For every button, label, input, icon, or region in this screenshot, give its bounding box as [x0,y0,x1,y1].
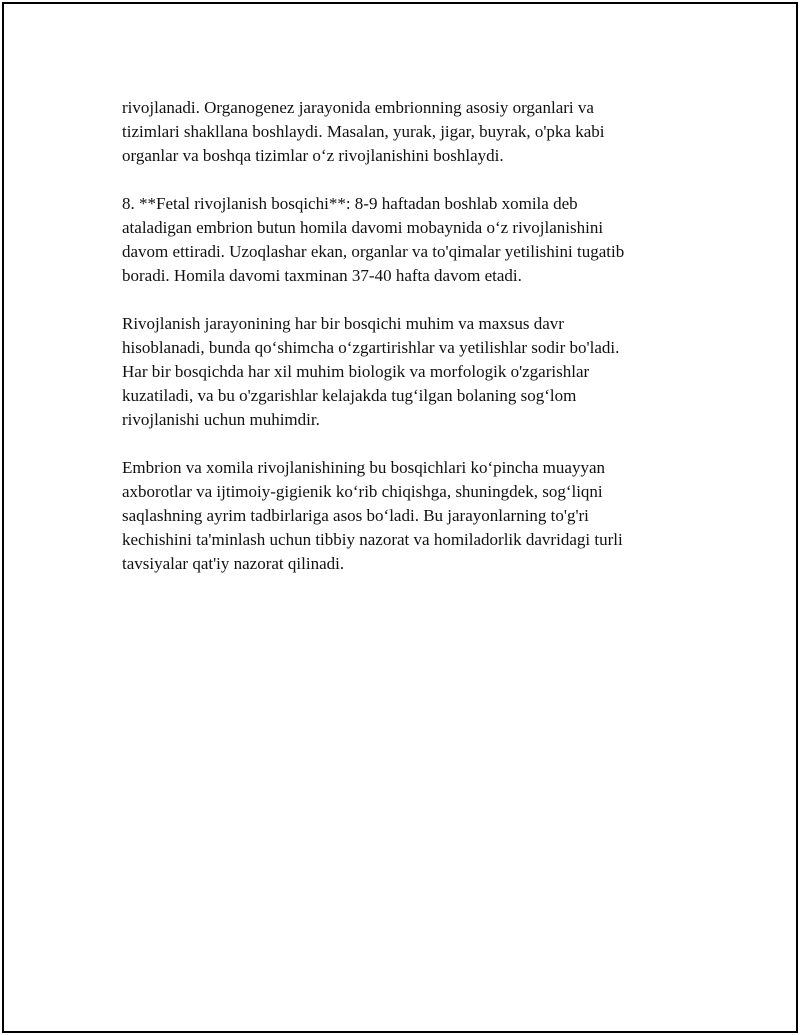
document-body [122,96,682,600]
text-line: saqlashning ayrim tadbirlariga asos bo‘ladi. Bu jarayonlarning to'g'ri [122,506,589,525]
paragraph-stage-importance [122,312,682,432]
document-page [2,2,798,1033]
text-line: tizimlari shakllana boshlaydi. Masalan, yurak, jigar, buyrak, o'pka kabi [122,122,605,141]
text-line: 8. **Fetal rivojlanish bosqichi**: 8-9 haftadan boshlab xomila deb [122,194,578,213]
text-line: tavsiyalar qat'iy nazorat qilinadi. [122,554,345,573]
text-line: rivojlanadi. Organogenez jarayonida embrionning asosiy organlari va [122,98,594,117]
text-line: hisoblanadi, bunda qo‘shimcha o‘zgartirishlar va yetilishlar sodir bo'ladi. [122,338,620,357]
paragraph-fetal-stage [122,192,682,288]
text-line: organlar va boshqa tizimlar o‘z rivojlanishini boshlaydi. [122,146,504,165]
text-line: kuzatiladi, va bu o'zgarishlar kelajakda tug‘ilgan bolaning sog‘lom [122,386,577,405]
text-line: kechishini ta'minlash uchun tibbiy nazorat va homiladorlik davridagi turli [122,530,623,549]
text-line: ataladigan embrion butun homila davomi mobaynida o‘z rivojlanishini [122,218,604,237]
text-line: rivojlanishi uchun muhimdir. [122,410,320,429]
text-line: axborotlar va ijtimoiy-gigienik ko‘rib chiqishga, shuningdek, sog‘liqni [122,482,603,501]
text-line: Har bir bosqichda har xil muhim biologik va morfologik o'zgarishlar [122,362,590,381]
paragraph-health-measures [122,456,682,576]
paragraph-organogenesis [122,96,682,168]
text-line: boradi. Homila davomi taxminan 37-40 hafta davom etadi. [122,266,522,285]
text-line: Embrion va xomila rivojlanishining bu bosqichlari ko‘pincha muayyan [122,458,605,477]
text-line: davom ettiradi. Uzoqlashar ekan, organlar va to'qimalar yetilishini tugatib [122,242,625,261]
text-line: Rivojlanish jarayonining har bir bosqichi muhim va maxsus davr [122,314,564,333]
